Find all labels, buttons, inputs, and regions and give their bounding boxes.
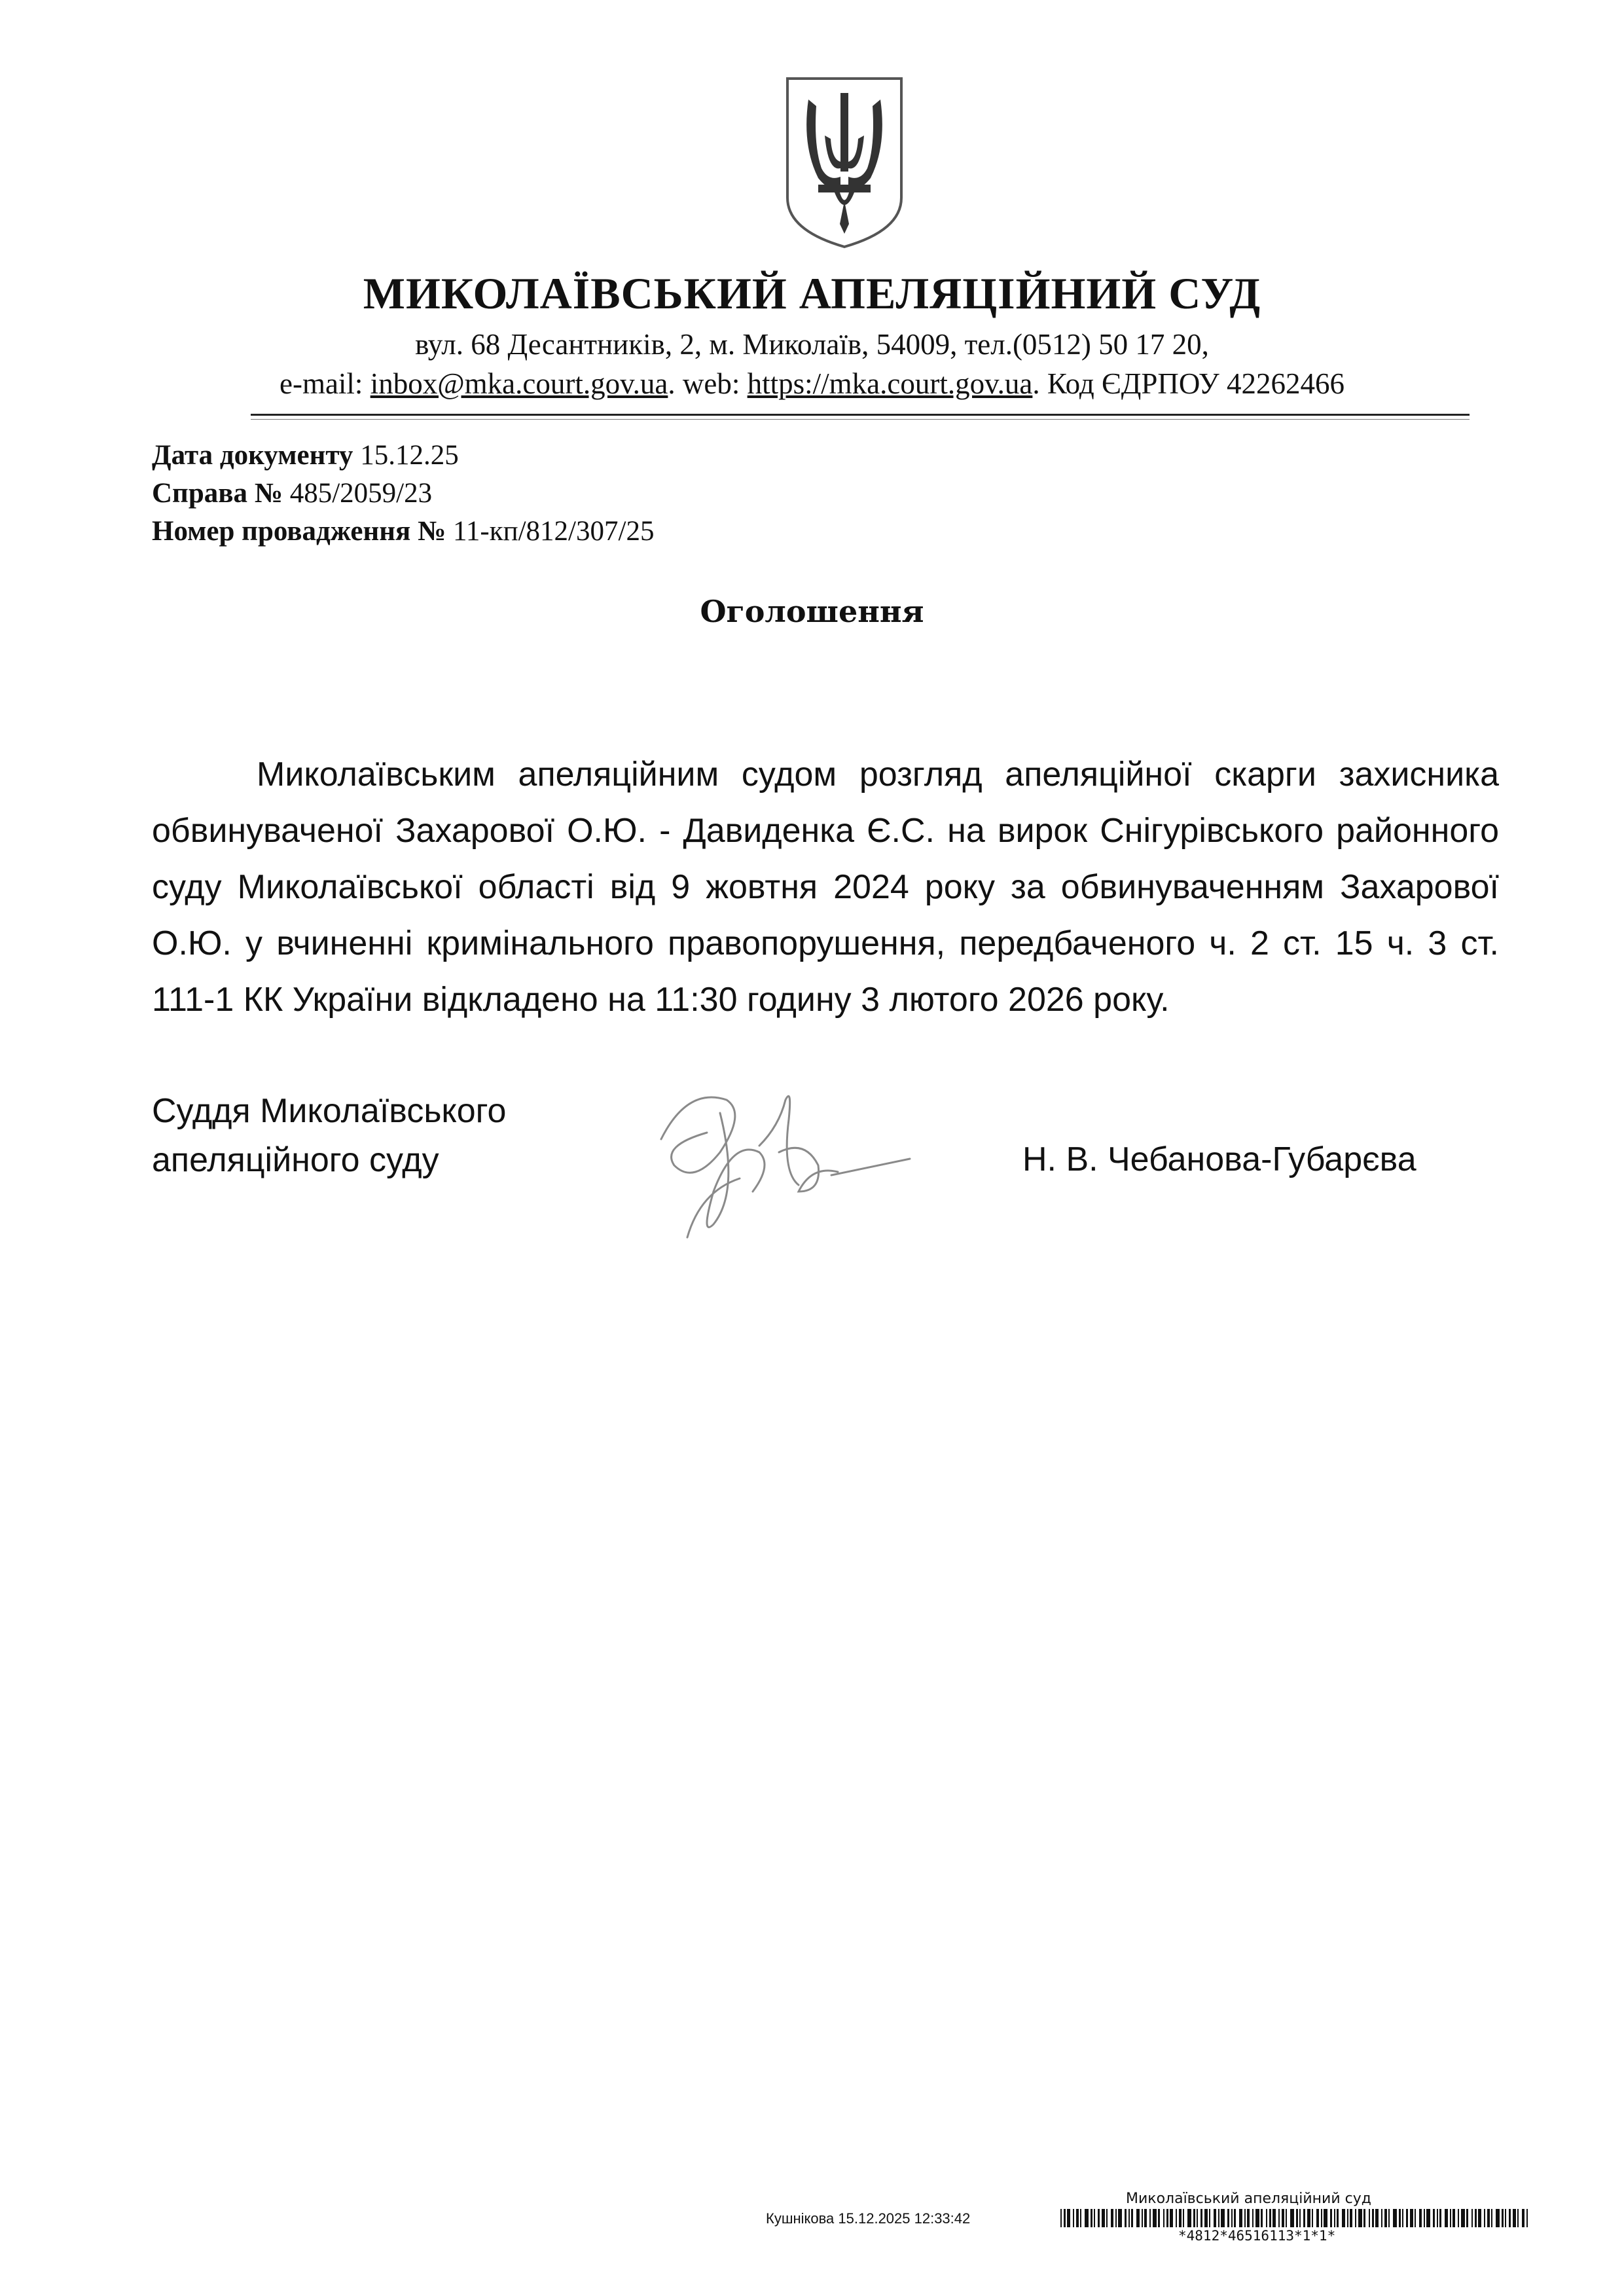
signer-position	[152, 1087, 506, 1185]
date-value: 15.12.25	[360, 440, 459, 471]
signer-position-line1: Суддя Миколаївського	[152, 1092, 507, 1130]
announcement-body: Миколаївським апеляційним судом розгляд апеляційної скарги захисника обвинуваченої Захарової О.Ю. - Давиденка Є.С. на вирок Снігурівського районного суду Миколаївської області від 9 жовтня 2024 року за обвинуваченням Захарової О.Ю. у вчиненні кримінального правопорушення, передбаченого ч. 2 ст. 15 ч. 3 ст. 111-1 КК України відкладено на 11:30 годину 3 лютого 2026 року.	[152, 756, 1499, 1019]
edrpou-code: . Код ЄДРПОУ 42262466	[1032, 367, 1345, 400]
signer-name: Н. В. Чебанова-Губарєва	[1022, 1140, 1416, 1178]
proceeding-value: 11-кп/812/307/25	[452, 516, 655, 547]
court-address: вул. 68 Десантників, 2, м. Миколаїв, 54009, тел.(0512) 50 17 20,	[415, 328, 1209, 361]
stamp-registrar-time: Кушнікова 15.12.2025 12:33:42	[766, 2210, 971, 2227]
document-title: Оголошення	[700, 594, 924, 629]
header-divider	[251, 414, 1470, 416]
web-link[interactable]: https://mka.court.gov.ua	[747, 367, 1033, 400]
stamp-court-name: Миколаївський апеляційний суд	[1126, 2191, 1371, 2207]
proceeding-number	[152, 513, 654, 550]
proceeding-label: Номер провадження №	[152, 516, 446, 547]
court-name: МИКОЛАЇВСЬКИЙ АПЕЛЯЦІЙНИЙ СУД	[363, 268, 1261, 318]
court-contacts	[0, 364, 1624, 403]
coat-of-arms-icon	[782, 73, 907, 250]
handwritten-signature	[648, 1061, 929, 1257]
email-label: e-mail:	[279, 367, 370, 400]
header-divider-thin	[251, 419, 1470, 420]
date-label: Дата документу	[152, 440, 353, 471]
email-link[interactable]: inbox@mka.court.gov.ua	[370, 367, 668, 400]
case-value: 485/2059/23	[289, 478, 433, 509]
case-label: Справа №	[152, 478, 283, 509]
case-number	[152, 475, 432, 512]
barcode-icon	[1060, 2209, 1532, 2227]
stamp-code: *4812*46516113*1*1*	[1178, 2228, 1336, 2244]
document-date	[152, 437, 459, 474]
web-label: . web:	[668, 367, 748, 400]
signer-position-line2: апеляційного суду	[152, 1141, 439, 1179]
